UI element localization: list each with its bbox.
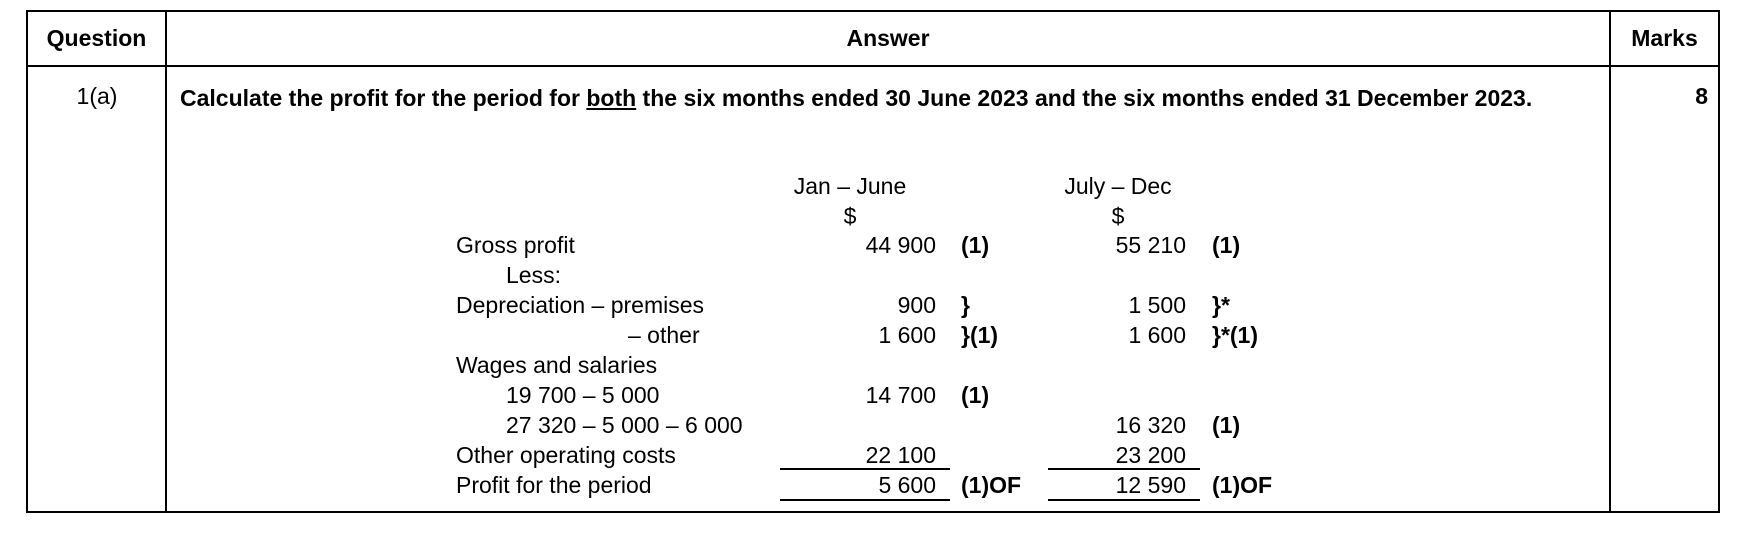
header-question: Question (46, 25, 147, 51)
prompt-pre: Calculate the profit for the period for (180, 85, 587, 111)
col2-mark: (1) (1212, 232, 1241, 258)
col2-mark: (1) (1212, 412, 1241, 438)
line-label: Depreciation – premises (456, 292, 705, 318)
col2-heading: July – Dec (1064, 173, 1172, 199)
question-marks: 8 (1695, 83, 1708, 109)
col1-value: 5 600 (878, 472, 936, 498)
line-label: Wages and salaries (456, 352, 658, 378)
prompt-emphasis: both (586, 85, 637, 111)
col1-heading: Jan – June (793, 173, 907, 199)
header-divider (26, 65, 1720, 67)
question-prompt (180, 83, 1580, 114)
col1-unit: $ (843, 203, 857, 229)
col1-mark: }(1) (961, 322, 999, 348)
line-label: Other operating costs (456, 442, 676, 468)
line-label: – other (628, 322, 700, 348)
col1-value: 14 700 (865, 382, 936, 408)
line-label: Less: (506, 262, 561, 288)
line-label: 19 700 – 5 000 (506, 382, 660, 408)
col1-mark: } (961, 292, 970, 318)
col2-value: 55 210 (1115, 232, 1186, 258)
col2-mark: (1)OF (1212, 472, 1273, 498)
col2-value: 1 500 (1128, 292, 1186, 318)
col2-mark: }* (1212, 292, 1230, 318)
col1-value: 1 600 (878, 322, 936, 348)
col2-value: 12 590 (1115, 472, 1186, 498)
prompt-post: the six months ended 30 June 2023 and the six months ended 31 December 2023. (636, 85, 1533, 111)
line-label: 27 320 – 5 000 – 6 000 (506, 412, 743, 438)
header-marks: Marks (1631, 25, 1698, 51)
col2-value: 23 200 (1115, 442, 1186, 468)
col2-unit: $ (1111, 203, 1125, 229)
col1-value: 44 900 (865, 232, 936, 258)
column-divider-marks (1609, 10, 1611, 513)
line-label: Gross profit (456, 232, 575, 258)
header-answer: Answer (846, 25, 930, 51)
col1-mark: (1) (961, 232, 990, 258)
col2-mark: }*(1) (1212, 322, 1259, 348)
line-label: Profit for the period (456, 472, 652, 498)
col1-value: 900 (897, 292, 936, 318)
total-rule-col2 (1048, 499, 1200, 501)
question-number: 1(a) (76, 83, 118, 109)
col1-mark: (1) (961, 382, 990, 408)
col1-value: 22 100 (865, 442, 936, 468)
col1-mark: (1)OF (961, 472, 1022, 498)
col2-value: 16 320 (1115, 412, 1186, 438)
total-rule-col1 (780, 499, 950, 501)
col2-value: 1 600 (1128, 322, 1186, 348)
